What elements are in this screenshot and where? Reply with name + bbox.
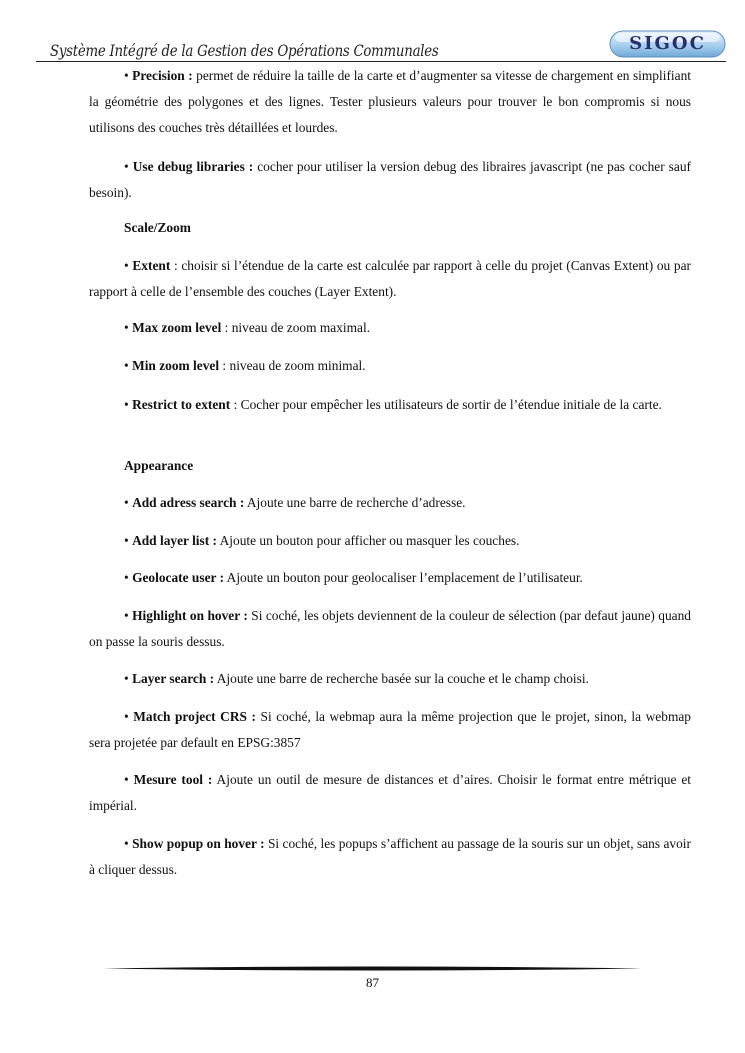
item-text: Ajoute un bouton pour geolocaliser l’emplacement de l’utilisateur. [224, 570, 583, 585]
item-text: permet de réduire la taille de la carte et d’augmenter sa vitesse de chargement en simplifiant la géométrie des polygones et des lignes. Tester plusieurs valeurs pour trouver le bon compromis si nous utilisons des couches très détaillées et lourdes. [89, 68, 691, 135]
item-term: Use debug libraries : [132, 159, 254, 174]
item-term: Restrict to extent [132, 397, 231, 412]
header-title: Système Intégré de la Gestion des Opérations Communales [50, 42, 439, 60]
list-item [89, 154, 691, 206]
bullet: • [124, 258, 129, 273]
item-term: Max zoom level [132, 320, 222, 335]
item-text: Si coché, les popups s’affichent au passage de la souris sur un objet, sans avoir à cliquer dessus. [89, 836, 691, 877]
list-item [89, 353, 691, 379]
bullet: • [124, 709, 129, 724]
item-term: Highlight on hover : [132, 608, 248, 623]
list-item [89, 603, 691, 655]
bullet: • [124, 68, 129, 83]
bullet: • [124, 358, 129, 373]
list-item [89, 392, 691, 418]
bullet: • [124, 533, 129, 548]
item-term: Match project CRS : [133, 709, 256, 724]
item-text: Si coché, les objets deviennent de la couleur de sélection (par defaut jaune) quand on passe la souris dessus. [89, 608, 692, 649]
bullet: • [124, 772, 129, 787]
bullet: • [124, 570, 129, 585]
item-text: Ajoute un bouton pour afficher ou masquer les couches. [217, 533, 520, 548]
item-text: : Cocher pour empêcher les utilisateurs de sortir de l’étendue initiale de la carte. [230, 397, 662, 412]
page-number: 87 [366, 975, 379, 990]
item-term: Mesure tool : [133, 772, 213, 787]
item-text: : niveau de zoom maximal. [221, 320, 371, 335]
bullet: • [124, 671, 129, 686]
item-term: Min zoom level [132, 358, 220, 373]
list-item [89, 315, 691, 341]
item-text: Ajoute une barre de recherche basée sur la couche et le champ choisi. [214, 671, 589, 686]
list-item [89, 767, 691, 819]
item-text: cocher pour utiliser la version debug des libraires javascript (ne pas cocher sauf besoin). [89, 159, 691, 200]
list-item [89, 704, 691, 756]
item-text: Si coché, la webmap aura la même projection que le projet, sinon, la webmap sera projetée par default en EPSG:3857 [89, 709, 691, 750]
item-text: : choisir si l’étendue de la carte est calculée par rapport à celle du projet (Canvas Extent) ou par rapport à celle de l’ensemble des couches (Layer Extent). [89, 258, 691, 299]
list-item [89, 565, 691, 591]
list-item [89, 666, 691, 692]
bullet: • [124, 495, 129, 510]
bullet: • [124, 836, 129, 851]
item-term: Layer search : [132, 671, 215, 686]
section-heading: Scale/Zoom [124, 220, 191, 235]
logo-text: SIGOC [629, 33, 706, 54]
section-heading: Appearance [124, 458, 194, 473]
item-term: Precision : [132, 68, 193, 83]
item-term: Add adress search : [132, 495, 245, 510]
list-item [89, 490, 691, 516]
bullet: • [124, 608, 129, 623]
bullet: • [124, 320, 129, 335]
item-text: : niveau de zoom minimal. [219, 358, 366, 373]
item-term: Extent [132, 258, 171, 273]
list-item [89, 528, 691, 554]
sigoc-logo [609, 30, 726, 58]
bullet: • [124, 397, 129, 412]
bullet: • [124, 159, 129, 174]
item-term: Show popup on hover : [132, 836, 265, 851]
footer-rule [103, 966, 641, 971]
list-item [89, 253, 691, 305]
list-item [89, 831, 691, 883]
item-text: Ajoute un outil de mesure de distances et d’aires. Choisir le format entre métrique et impérial. [89, 772, 691, 813]
list-item [89, 63, 691, 141]
item-text: Ajoute une barre de recherche d’adresse. [244, 495, 466, 510]
header-rule [36, 61, 726, 62]
item-term: Geolocate user : [132, 570, 225, 585]
item-term: Add layer list : [132, 533, 217, 548]
